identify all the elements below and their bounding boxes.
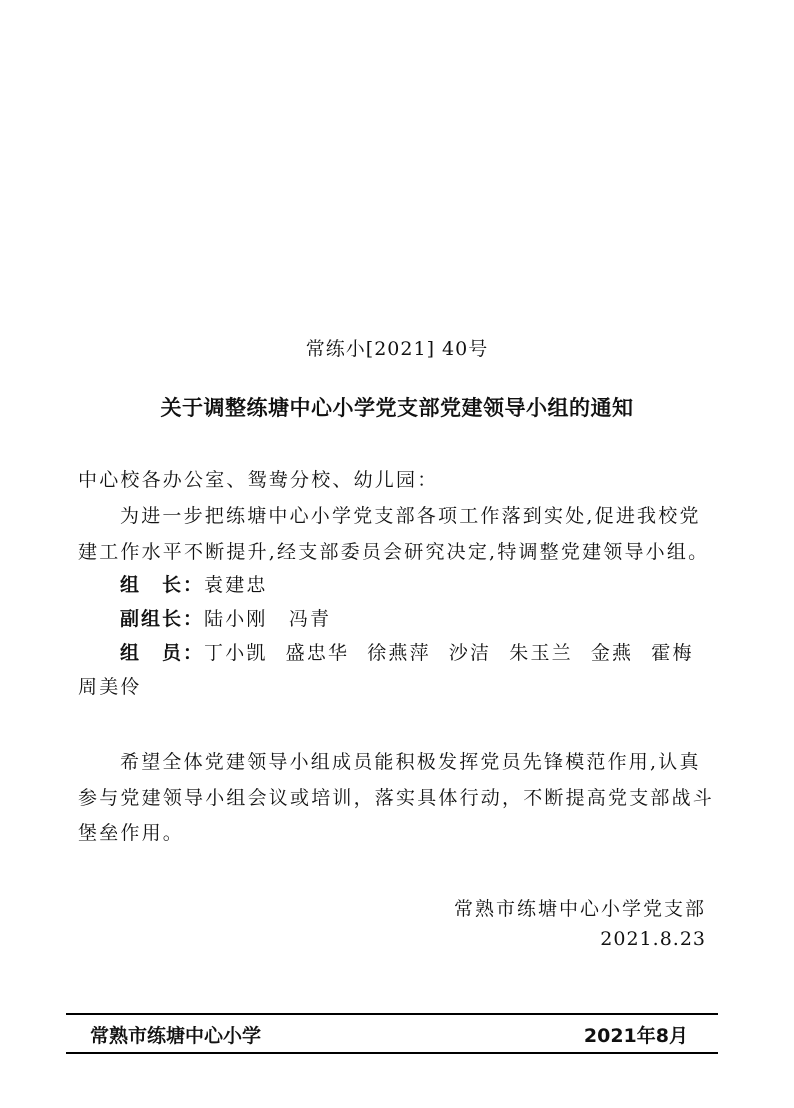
members-row <box>120 638 712 665</box>
leader-label: 组 长： <box>120 574 205 596</box>
footer-org: 常熟市练塘中心小学 <box>90 1025 262 1047</box>
members-label: 组 员： <box>120 642 205 664</box>
member: 徐燕萍 <box>367 642 431 664</box>
recipients: 中心校各办公室、鸳鸯分校、幼儿园： <box>78 469 439 491</box>
member: 朱玉兰 <box>509 642 573 664</box>
member: 丁小凯 <box>204 642 268 664</box>
closing-line-1: 希望全体党建领导小组成员能积极发挥党员先锋模范作用,认真 <box>120 751 701 773</box>
members-continued: 周美伶 <box>78 676 142 698</box>
signature-org: 常熟市练塘中心小学党支部 <box>453 898 706 920</box>
deputy-label: 副组长： <box>120 608 205 630</box>
member: 金燕 <box>590 642 634 664</box>
document-title: 关于调整练塘中心小学党支部党建领导小组的通知 <box>160 396 634 420</box>
footer-date: 2021年8月 <box>583 1025 688 1047</box>
leader-name: 袁建忠 <box>204 574 268 596</box>
deputy-row <box>120 604 331 631</box>
footer-rule-top <box>66 1013 718 1015</box>
member: 沙洁 <box>448 642 492 664</box>
intro-line-1: 为进一步把练塘中心小学党支部各项工作落到实处,促进我校党 <box>120 505 701 527</box>
footer-rule-bottom <box>66 1052 718 1054</box>
member: 霍梅 <box>651 642 694 664</box>
closing-line-2: 参与党建领导小组会议或培训，落实具体行动，不断提高党支部战斗 <box>78 787 715 809</box>
leader-row <box>120 570 268 597</box>
intro-line-2: 建工作水平不断提升,经支部委员会研究决定,特调整党建领导小组。 <box>78 541 710 563</box>
member: 盛忠华 <box>285 642 350 664</box>
closing-line-3: 堡垒作用。 <box>78 822 185 844</box>
document-number: 常练小[2021] 40号 <box>305 338 489 360</box>
deputy-names: 陆小刚 冯青 <box>204 608 332 630</box>
signature-date: 2021.8.23 <box>600 928 706 950</box>
